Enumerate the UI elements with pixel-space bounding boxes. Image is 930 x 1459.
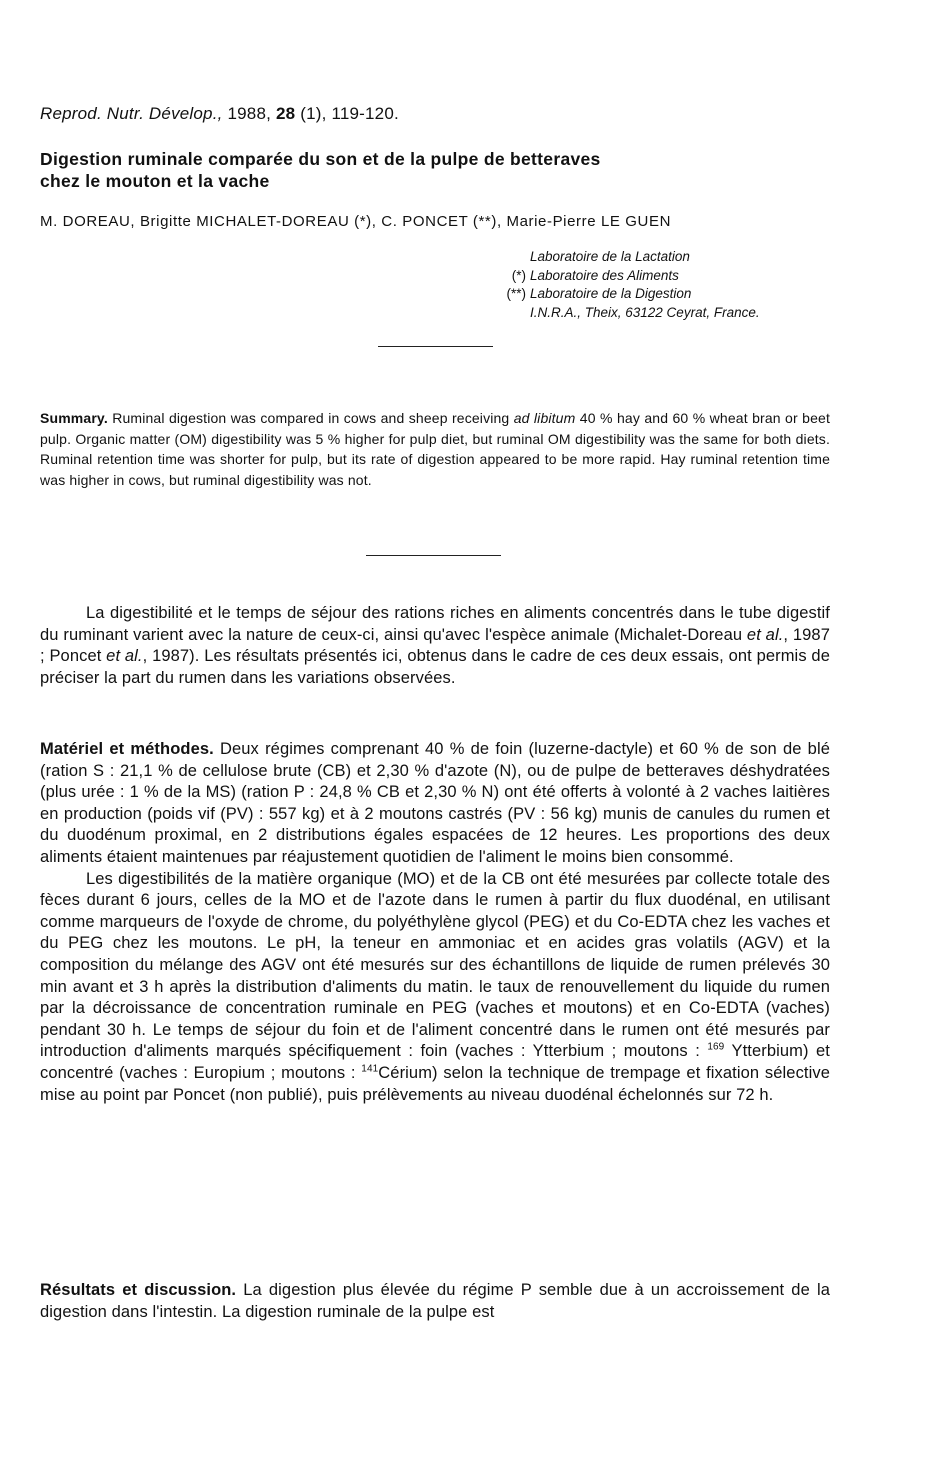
summary-label: Summary. [40, 410, 108, 426]
title-line-1: Digestion ruminale comparée du son et de la pulpe de betteraves [40, 149, 601, 169]
author-list: M. DOREAU, Brigitte MICHALET-DOREAU (*), C. PONCET (**), Marie-Pierre LE GUEN [40, 213, 672, 230]
affiliation-mark: (*) [511, 267, 526, 283]
intro-text: , 1987 ; Poncet [40, 625, 830, 666]
citation-volume: 28 [275, 104, 296, 123]
isotope-superscript: 169 [707, 1041, 725, 1053]
intro-text: , 1987). Les résultats présentés ici, obtenus dans le cadre de ces deux essais, ont permis de préciser la part du rumen dans les variations observées. [40, 647, 830, 687]
citation-year: 1988, [227, 104, 272, 123]
divider-rule [366, 555, 501, 556]
affiliation-text: Laboratoire de la Lactation [530, 249, 690, 264]
results-text: La digestion plus élevée du régime P semble due à un accroissement de la digestion dans l'intestin. La digestion ruminale de la pulpe est [40, 1281, 830, 1321]
isotope-superscript: 141 [361, 1063, 379, 1075]
methods-text: Cérium) selon la technique de trempage et fixation sélective mise au point par Poncet (non publié), puis prélèvements au niveau duodénal échelonnés sur 72 h. [40, 1063, 830, 1104]
affiliations [490, 248, 850, 322]
affiliation-text: Laboratoire de la Digestion [530, 286, 692, 301]
summary-abstract [40, 408, 830, 490]
paper-title [40, 148, 820, 192]
affiliation-mark [490, 248, 530, 267]
methods-text: Les digestibilités de la matière organique (MO) et de la CB ont été mesurées par collecte totale des fèces durant 6 jours, celles de la MO et de l'azote dans le rumen à partir du flux duodénal, en utilisant comme marqueurs de l'oxyde de chrome, du polyéthylène glycol (PEG) et du Co-EDTA chez les vaches et du PEG chez les moutons. Le pH, la teneur en ammoniac et en acides gras volatils (AGV) et la composition du mélange des AGV ont été mesurés sur des échantillons de liquide de rumen prélevés 30 min avant et 3 h après la distribution d'aliments du matin. le taux de renouvellement du liquide du rumen par la décroissance de concentration ruminale en PEG (vaches et moutons) et en Co-EDTA (vaches) pendant 30 h. Le temps de séjour du foin et de l'aliment concentré dans le rumen ont été mesurés par introduction d'aliments marqués spécifiquement : foin (vaches : Ytterbium ; moutons : [40, 869, 830, 1061]
affiliation-text: I.N.R.A., Theix, 63122 Ceyrat, France. [530, 304, 760, 320]
citation-issue-pages: (1), 119-120. [300, 104, 399, 123]
journal-name: Reprod. Nutr. Dévelop., [40, 104, 223, 123]
results-section [40, 1280, 830, 1323]
affiliation-item [490, 304, 850, 323]
methods-text: Deux régimes comprenant 40 % de foin (luzerne-dactyle) et 60 % de son de blé (ration S : 21,1 % de cellulose brute (CB) et 2,30 % d'azote (N), ou de pulpe de betteraves déshydratées (plus urée : 1 % de la MS) (ration P : 24,8 % CB et 2,30 % N) ont été offerts à volonté à 2 vaches laitières en production (poids vif (PV) : 557 kg) et à 2 moutons castrés (PV : 56 kg) munis de canules du rumen et du duodénum proximal, en 2 distributions égales espacées de 12 heures. Les proportions des deux aliments étaient maintenues par réajustement quotidien de l'aliment le moins bien consommé. [40, 740, 830, 866]
affiliation-mark [490, 304, 530, 323]
affiliation-item [490, 285, 850, 304]
affiliation-text: Laboratoire des Aliments [530, 267, 679, 283]
summary-italic: ad libitum [513, 410, 576, 426]
intro-text: La digestibilité et le temps de séjour des rations riches en aliments concentrés dans le tube digestif du ruminant varient avec la nature de ceux-ci, ainsi qu'avec l'espèce animale (Michalet-Doreau [40, 604, 830, 644]
affiliation-item [490, 267, 850, 286]
citation [40, 104, 399, 124]
divider-rule [378, 346, 493, 347]
methods-text: Ytterbium) et concentré (vaches : Europium ; moutons : [40, 1042, 830, 1082]
affiliation-item [490, 248, 850, 267]
affiliation-mark: (**) [506, 286, 526, 301]
methods-section [40, 739, 830, 1106]
intro-paragraph [40, 603, 830, 689]
summary-text: 40 % hay and 60 % wheat bran or beet pulp. Organic matter (OM) digestibility was 5 % higher for pulp diet, but ruminal OM digestibility was the same for both diets. Ruminal retention time was shorter for pulp, but its rate of digestion appeared to be more rapid. Hay ruminal retention time was higher in cows, but ruminal digestibility was not. [40, 410, 831, 488]
methods-heading: Matériel et méthodes. [40, 740, 214, 758]
results-heading: Résultats et discussion. [40, 1281, 237, 1299]
summary-text: Ruminal digestion was compared in cows and sheep receiving [107, 410, 514, 426]
intro-italic: et al. [746, 625, 784, 644]
title-line-2: chez le mouton et la vache [40, 171, 270, 191]
intro-italic: et al. [106, 647, 143, 666]
